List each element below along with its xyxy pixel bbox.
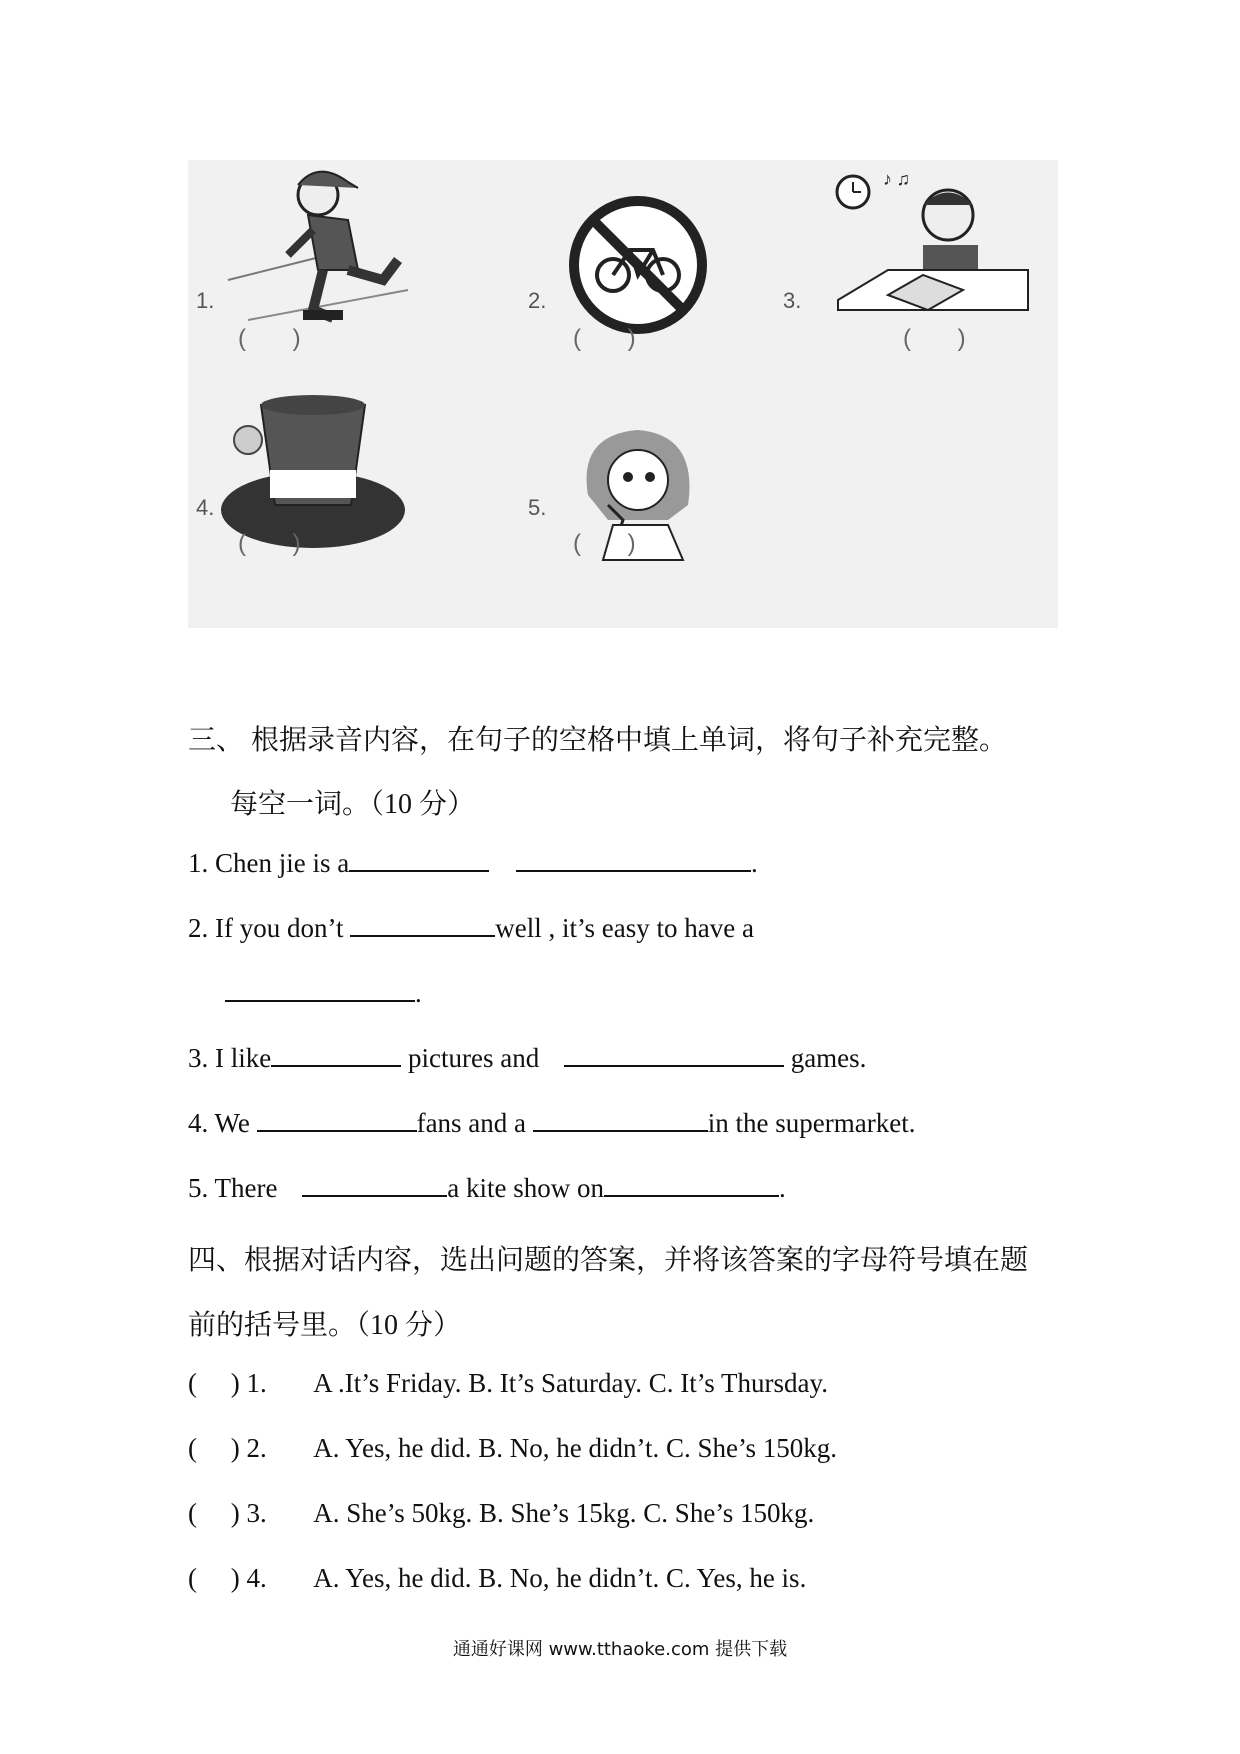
answer-paren: ( ) (238, 325, 301, 352)
answer-blank[interactable] (533, 1108, 708, 1132)
picture-number: 1. (196, 288, 215, 313)
section-4-title-cont: 前的括号里。（10 分） (188, 1310, 462, 1341)
question-1: ( ) 1. A .It’s Friday. B. It’s Saturday. C. It’s Thursday. (188, 1368, 828, 1398)
fill-sentence-2-cont: . (225, 978, 422, 1009)
picture-number: 5. (528, 495, 547, 520)
answer-blank[interactable] (225, 978, 415, 1002)
section-4-title: 四、根据对话内容，选出问题的答案，并将该答案的字母符号填在题 (188, 1245, 1029, 1276)
footer: 通通好课网 www.tthaoke.com 提供下载 (452, 1639, 788, 1660)
fill-sentence-3: 3. I like pictures and games. (188, 1043, 867, 1073)
answer-blank[interactable] (350, 913, 495, 937)
section-3-subtitle: 每空一词。（10 分） (230, 789, 476, 820)
fill-sentence-5: 5. There a kite show on . (188, 1173, 786, 1203)
ice-skater-icon (208, 160, 438, 340)
answer-paren[interactable]: ( ) 1. (188, 1368, 267, 1398)
girl-reading-music-icon (828, 160, 1048, 340)
answer-paren[interactable]: ( ) 4. (188, 1563, 267, 1593)
fill-sentence-4: 4. We fans and a in the supermarket. (188, 1108, 916, 1138)
answer-paren: ( ) (573, 530, 636, 557)
answer-paren[interactable]: ( ) 3. (188, 1498, 267, 1528)
answer-blank[interactable] (604, 1173, 779, 1197)
picture-number: 2. (528, 288, 547, 313)
answer-blank[interactable] (564, 1043, 784, 1067)
answer-paren: ( ) (903, 325, 966, 352)
answer-blank[interactable] (302, 1173, 447, 1197)
picture-number: 4. (196, 495, 215, 520)
answer-blank[interactable] (257, 1108, 417, 1132)
answer-blank[interactable] (516, 848, 751, 872)
svg-text:♪ ♫: ♪ ♫ (883, 169, 910, 189)
picture-panel (188, 160, 1058, 628)
section-3-title: 三、 根据录音内容，在句子的空格中填上单词，将句子补充完整。 (188, 725, 1008, 756)
answer-blank[interactable] (349, 848, 489, 872)
question-2: ( ) 2. A. Yes, he did. B. No, he didn’t. C. She’s 150kg. (188, 1433, 838, 1463)
answer-paren: ( ) (238, 530, 301, 557)
fill-sentence-2: 2. If you don’t well , it’s easy to have a (188, 913, 754, 943)
question-4: ( ) 4. A. Yes, he did. B. No, he didn’t. C. Yes, he is. (188, 1563, 807, 1593)
answer-paren: ( ) (573, 325, 636, 352)
question-3: ( ) 3. A. She’s 50kg. B. She’s 15kg. C. She’s 150kg. (188, 1498, 815, 1528)
picture-number: 3. (783, 288, 802, 313)
fill-sentence-1: 1. Chen jie is a . (188, 848, 758, 878)
no-bicycle-sign-icon (568, 195, 708, 335)
answer-paren[interactable]: ( ) 2. (188, 1433, 267, 1463)
answer-blank[interactable] (271, 1043, 401, 1067)
